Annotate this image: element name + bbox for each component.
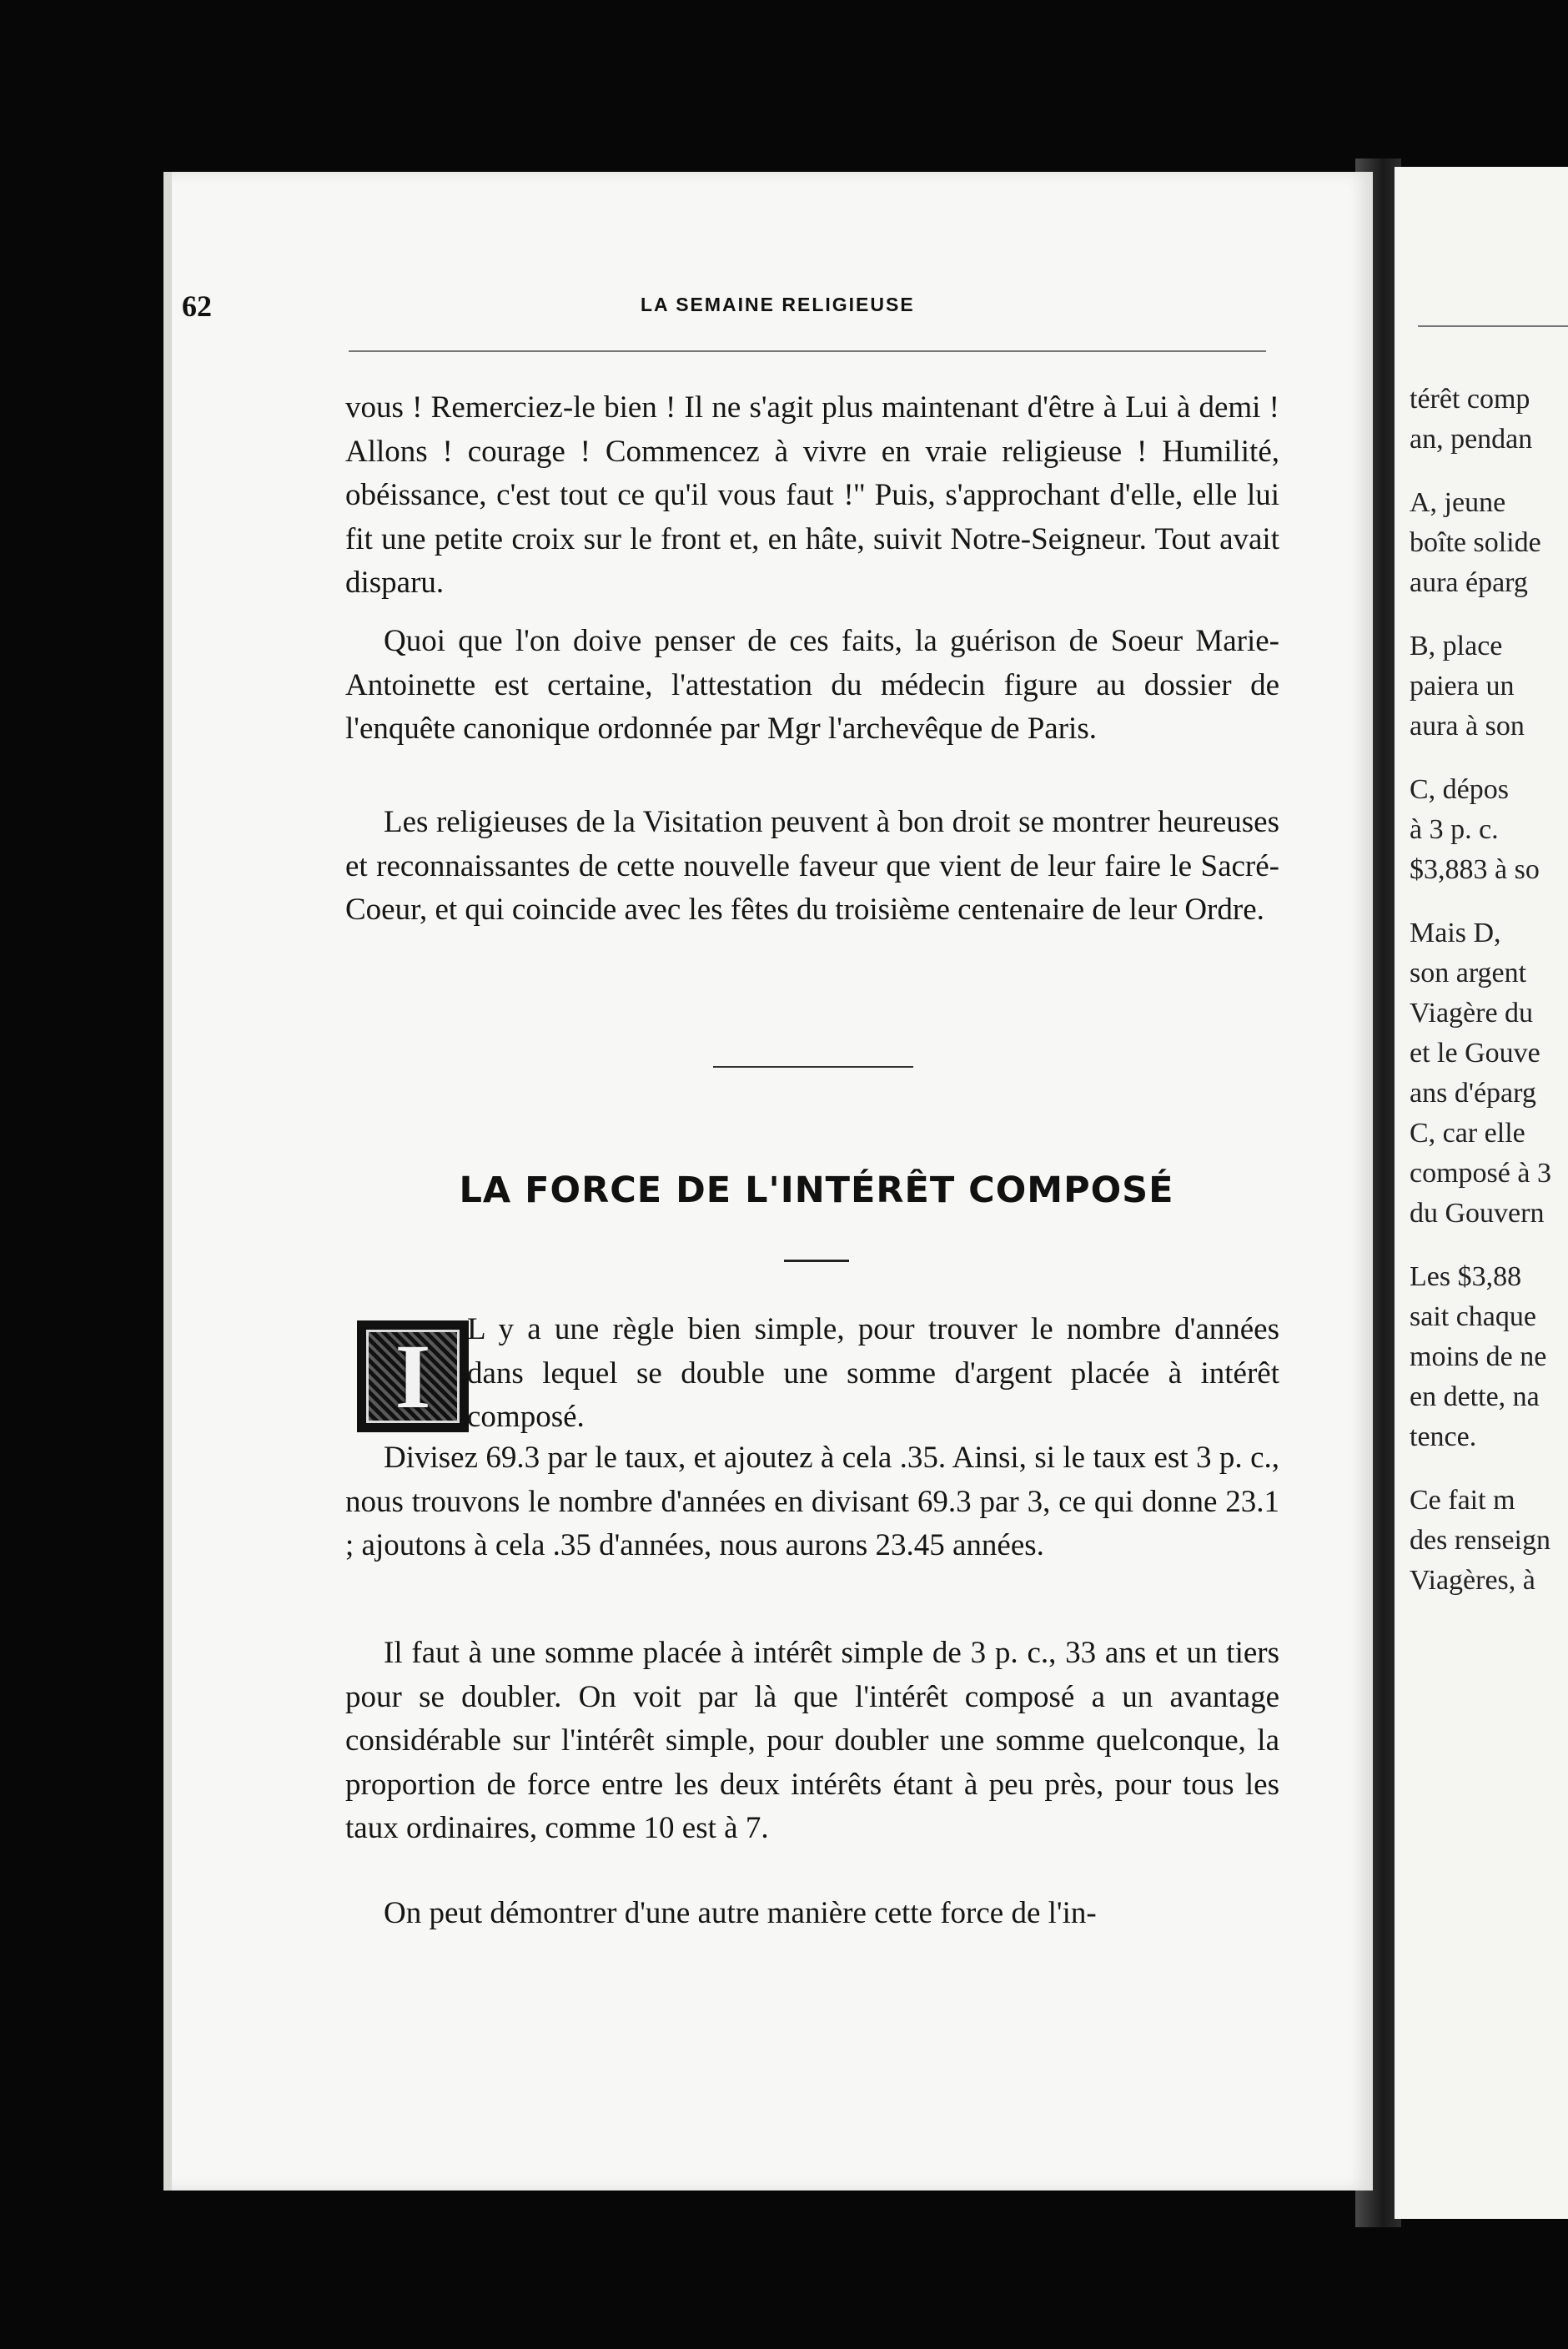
continued-paragraph-3 xyxy=(345,801,1279,933)
facing-page-line: paiera un xyxy=(1410,671,1515,702)
running-title: LA SEMAINE RELIGIEUSE xyxy=(641,294,915,315)
facing-page-column xyxy=(1410,380,1568,1601)
facing-page-line: C, dépos xyxy=(1410,774,1509,805)
paragraph-text: Il faut à une somme placée à intérêt simple de 3 p. c., 33 ans et un tiers pour se doubler. On voit par là que l'intérêt composé a un avantage considérable sur l'intérêt simple, pour doubler une somme quelconque, la proportion de force entre les deux intérêts étant à peu près, pour tous les taux ordinaires, comme 10 est à 7. xyxy=(345,1636,1279,1845)
facing-page-gap xyxy=(1410,1234,1568,1257)
facing-page-line: $3,883 à so xyxy=(1410,854,1540,885)
paragraph-text: vous ! Remerciez-le bien ! Il ne s'agit plus maintenant d'être à Lui à demi ! Allons ! courage ! Commencez à vivre en vraie religieuse ! Humilité, obéissance, c'est tout ce qu'il vous faut !'' Puis, s'approchant d'elle, elle lui fit une petite croix sur le front et, en hâte, suivit Notre-Seigneur. Tout avait disparu. xyxy=(345,390,1279,600)
facing-page-gap xyxy=(1410,890,1568,913)
continued-paragraph-2 xyxy=(345,620,1279,752)
continued-paragraph-1 xyxy=(345,386,1279,606)
facing-page-line: Mais D, xyxy=(1410,918,1501,948)
drop-cap-letter: I xyxy=(395,1325,431,1427)
facing-page-line: térêt comp xyxy=(1410,384,1530,415)
facing-page-line: composé à 3 xyxy=(1410,1158,1551,1189)
facing-page-line: Ce fait m xyxy=(1410,1485,1515,1516)
facing-page-line: des renseign xyxy=(1410,1525,1551,1556)
facing-page-line: boîte solide xyxy=(1410,527,1541,558)
facing-page-line: aura à son xyxy=(1410,711,1525,742)
facing-page-line: Les $3,88 xyxy=(1410,1261,1522,1292)
facing-page-line: du Gouvern xyxy=(1410,1198,1545,1229)
paragraph-text: Quoi que l'on doive penser de ces faits, la guérison de Soeur Marie-Antoinette est certaine, l'attestation du médecin figure au dossier de l'enquête canonique ordonnée par Mgr l'archevêque de Paris. xyxy=(345,624,1279,746)
facing-page-gap xyxy=(1410,460,1568,483)
header-rule xyxy=(349,350,1266,352)
article-paragraph-4 xyxy=(345,1892,1279,1936)
facing-page-line: B, place xyxy=(1410,631,1503,661)
article-paragraph-3 xyxy=(345,1632,1279,1851)
ornamental-drop-cap xyxy=(357,1320,469,1432)
paragraph-text: On peut démontrer d'une autre manière cette force de l'in- xyxy=(384,1896,1097,1930)
facing-page-line: en dette, na xyxy=(1410,1381,1540,1412)
facing-page-line: sait chaque xyxy=(1410,1301,1536,1332)
facing-page-gap xyxy=(1410,1457,1568,1481)
article-paragraph-1 xyxy=(467,1308,1279,1440)
running-head xyxy=(182,289,1266,330)
facing-page-gap xyxy=(1410,603,1568,626)
facing-page-line: an, pendan xyxy=(1410,424,1533,455)
facing-page-line: aura éparg xyxy=(1410,567,1528,598)
facing-page-gap xyxy=(1410,747,1568,770)
paragraph-text: Divisez 69.3 par le taux, et ajoutez à cela .35. Ainsi, si le taux est 3 p. c., nous trouvons le nombre d'années en divisant 69.3 par 3, ce qui donne 23.1 ; ajoutons à cela .35 d'années, nous aurons 23.45 années. xyxy=(345,1441,1279,1562)
facing-page-line: Viagères, à xyxy=(1410,1565,1535,1596)
section-divider xyxy=(713,1066,913,1068)
facing-page-line: tence. xyxy=(1410,1421,1477,1452)
facing-page-line: ans d'éparg xyxy=(1410,1078,1536,1109)
facing-page-line: à 3 p. c. xyxy=(1410,814,1499,845)
facing-page-line: son argent xyxy=(1410,958,1527,988)
facing-page-line: Viagère du xyxy=(1410,998,1534,1029)
paragraph-text: Les religieuses de la Visitation peuvent à bon droit se montrer heureuses et reconnaissantes de cette nouvelle faveur que vient de leur faire le Sacré-Coeur, et qui coincide avec les fêtes du troisième centenaire de leur Ordre. xyxy=(345,805,1279,927)
facing-page-line: A, jeune xyxy=(1410,487,1506,518)
paragraph-text: L y a une règle bien simple, pour trouver le nombre d'années dans lequel se double une somme d'argent placée à intérêt composé. xyxy=(467,1312,1279,1434)
facing-page-line: et le Gouve xyxy=(1410,1038,1540,1069)
article-title: LA FORCE DE L'INTÉRÊT COMPOSÉ xyxy=(459,1169,1174,1211)
page-number: 62 xyxy=(182,289,212,323)
facing-page-line: moins de ne xyxy=(1410,1341,1547,1372)
facing-page-rule xyxy=(1418,325,1568,327)
article-paragraph-2 xyxy=(345,1436,1279,1568)
facing-page-line: C, car elle xyxy=(1410,1118,1525,1149)
title-underline xyxy=(784,1260,849,1262)
